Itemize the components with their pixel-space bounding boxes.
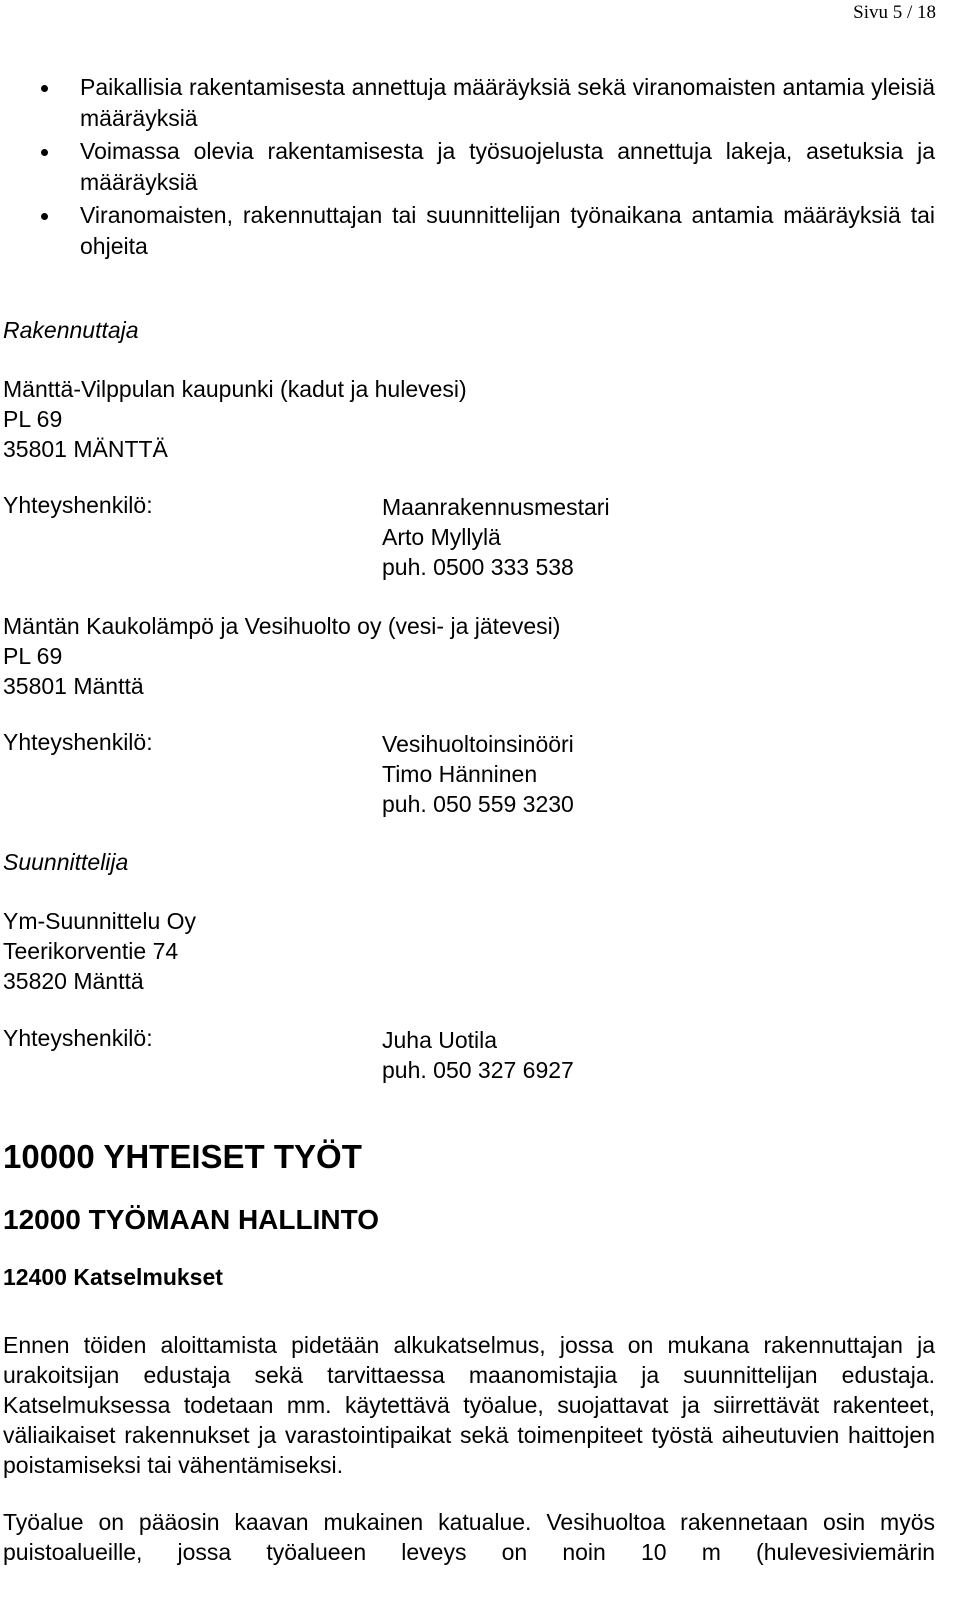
- page-number: Sivu 5 / 18: [853, 2, 936, 23]
- rakennuttaja-heading: Rakennuttaja: [3, 317, 139, 343]
- bullet-icon: [41, 213, 48, 220]
- contact-details: Maanrakennusmestari Arto Myllylä puh. 0500 333 538: [382, 494, 610, 580]
- bullet-icon: [41, 85, 48, 92]
- suunnittelija-address: Ym-Suunnittelu Oy Teerikorventie 74 35820 Mänttä: [3, 908, 197, 994]
- section-heading-1: 10000 YHTEISET TYÖT: [3, 1138, 362, 1175]
- contact-details: Juha Uotila puh. 050 327 6927: [382, 1027, 574, 1083]
- section-heading-2: 12000 TYÖMAAN HALLINTO: [3, 1204, 379, 1235]
- contact-label: Yhteyshenkilö:: [3, 492, 153, 518]
- contact-details: Vesihuoltoinsinööri Timo Hänninen puh. 050 559 3230: [382, 731, 574, 817]
- rakennuttaja-address-2: Mäntän Kaukolämpö ja Vesihuolto oy (vesi- ja jätevesi) PL 69 35801 Mänttä: [3, 613, 561, 699]
- paragraph-tyoalue: Työalue on pääosin kaavan mukainen katualue. Vesihuoltoa rakennetaan osin myös puistoalueille, jossa työalueen leveys on noin 10 m (hulevesiviemärin: [3, 1509, 935, 1565]
- section-heading-3: 12400 Katselmukset: [3, 1264, 223, 1290]
- contact-label: Yhteyshenkilö:: [3, 1025, 153, 1051]
- list-item: Paikallisia rakentamisesta annettuja määräyksiä sekä viranomaisten antamia yleisiä määräyksiä: [3, 72, 935, 134]
- rakennuttaja-address-1: Mänttä-Vilppulan kaupunki (kadut ja hulevesi) PL 69 35801 MÄNTTÄ: [3, 376, 467, 462]
- requirements-list: [3, 72, 935, 264]
- list-item: Voimassa olevia rakentamisesta ja työsuojelusta annettuja lakeja, asetuksia ja määräyksiä: [3, 136, 935, 198]
- contact-label: Yhteyshenkilö:: [3, 729, 153, 755]
- paragraph-katselmukset: Ennen töiden aloittamista pidetään alkukatselmus, jossa on mukana rakennuttajan ja urakoitsijan edustaja sekä tarvittaessa maanomistajia ja suunnittelijan edustaja. Katselmuksessa todetaan mm. käytettävä työalue, suojattavat ja siirrettävät rakenteet, väliaikaiset rakennukset ja varastointipaikat sekä toimenpiteet työstä aiheutuvien haittojen poistamiseksi tai vähentämiseksi.: [3, 1332, 935, 1478]
- suunnittelija-heading: Suunnittelija: [3, 849, 129, 875]
- bullet-icon: [41, 149, 48, 156]
- list-item: Viranomaisten, rakennuttajan tai suunnittelijan työnaikana antamia määräyksiä tai ohjeita: [3, 200, 935, 262]
